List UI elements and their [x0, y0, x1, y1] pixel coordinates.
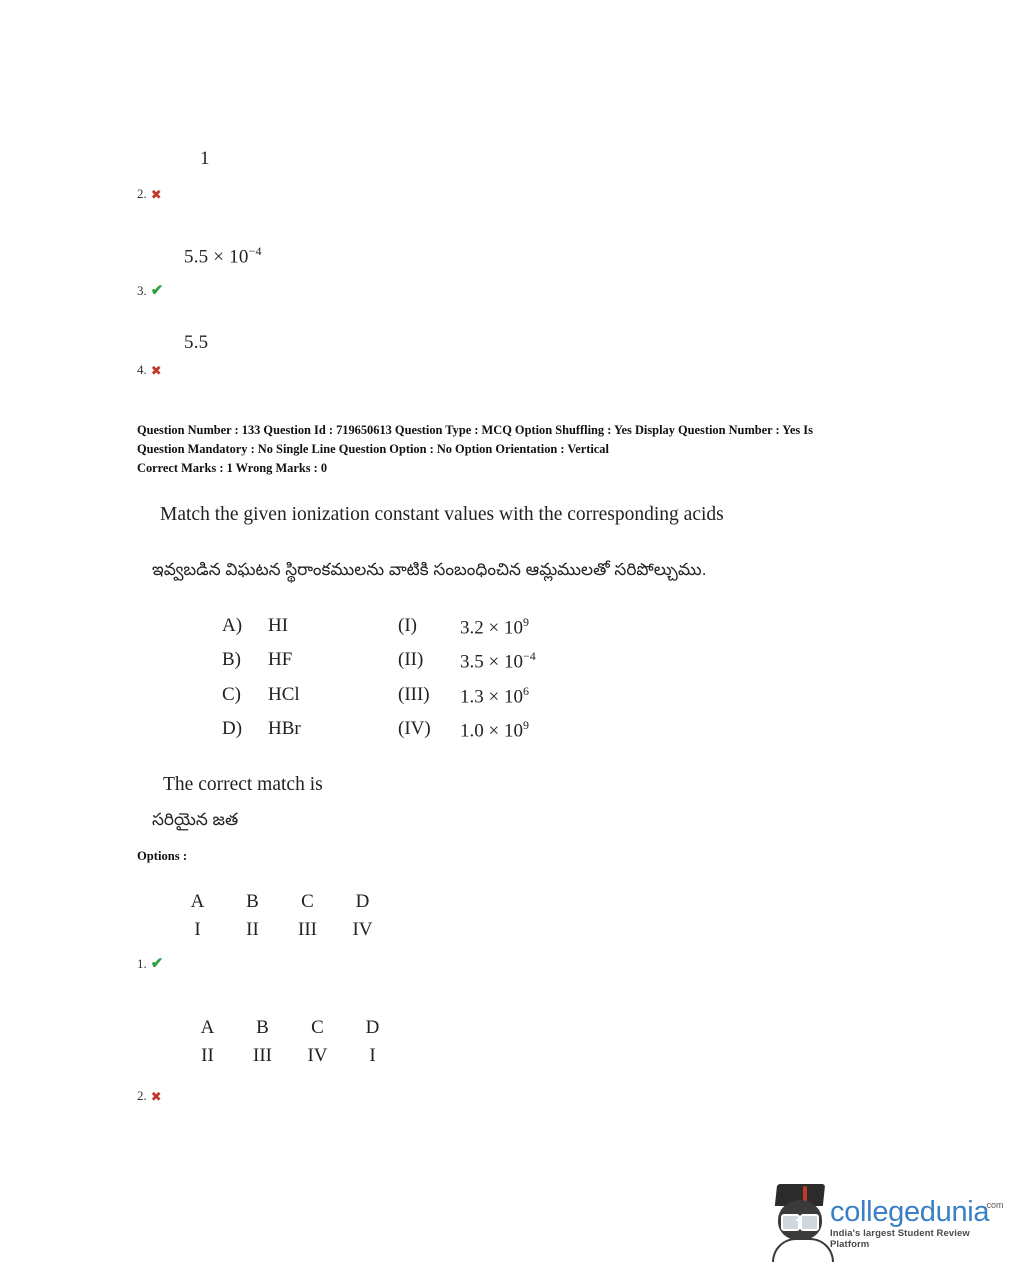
- table-row: [180, 1042, 400, 1070]
- match-value-i: [460, 610, 600, 644]
- answer1-value-d: IV: [352, 919, 373, 940]
- metadata-line-3: Correct Marks : 1 Wrong Marks : 0: [137, 461, 328, 476]
- watermark-tagline: India's largest Student Review Platform: [830, 1228, 970, 1250]
- match-label-b: B): [222, 649, 241, 671]
- answer-marker-2: [137, 1088, 162, 1104]
- match-value-ii-exp: −4: [522, 649, 536, 664]
- match-label-d: D): [222, 717, 243, 739]
- option-3-exponent: −4: [248, 244, 262, 258]
- table-row: [170, 916, 390, 944]
- table-row: [170, 888, 390, 916]
- glasses-bridge-icon: [796, 1219, 802, 1221]
- answer-number-2: 2.: [137, 1088, 147, 1103]
- option-marker-4: [137, 362, 162, 378]
- match-roman-iii: (III): [398, 683, 430, 705]
- wrong-icon: ✖: [150, 1088, 162, 1104]
- mascot-body-icon: [772, 1238, 834, 1262]
- match-value-iv-exp: 9: [522, 717, 529, 732]
- answer2-letter-a: A: [200, 1017, 215, 1038]
- option-number-2: 2.: [137, 186, 147, 201]
- match-value-i-base: 3.2 × 10: [460, 617, 523, 639]
- answer1-value-a: I: [194, 919, 201, 940]
- option-3-value: 5.5 × 10: [184, 246, 249, 268]
- table-row: [180, 1014, 400, 1042]
- answer2-letter-b: B: [256, 1017, 269, 1038]
- answer1-letter-c: C: [301, 891, 314, 912]
- answer-grid-2: [180, 1014, 400, 1070]
- match-value-ii: [460, 644, 600, 678]
- check-icon: ✔: [150, 955, 164, 972]
- watermark-brand-name: collegedunia: [830, 1196, 990, 1228]
- option-text-3: [184, 244, 262, 268]
- glasses-right-icon: [800, 1214, 819, 1231]
- match-acid-b: HF: [268, 649, 293, 671]
- question-text-telugu: ఇవ్వబడిన విఘటన స్థిరాంకములను వాటికి సంబంధించిన ఆమ్లములతో సరిపోల్చుము.: [152, 560, 707, 579]
- wrong-icon: ✖: [150, 362, 162, 378]
- match-value-iii-base: 1.3 × 10: [460, 685, 523, 707]
- match-value-iv-base: 1.0 × 10: [460, 720, 523, 742]
- answer2-value-a: II: [201, 1045, 214, 1066]
- option-number-4: 4.: [137, 362, 147, 377]
- match-value-ii-base: 3.5 × 10: [460, 651, 523, 673]
- match-value-iv: [460, 713, 600, 747]
- match-roman-i: (I): [398, 615, 417, 636]
- match-label-a: A): [222, 615, 243, 636]
- match-roman-iv: (IV): [398, 717, 431, 739]
- answer1-value-b: II: [246, 919, 259, 940]
- collegedunia-watermark: [770, 1178, 1010, 1258]
- metadata-line-1: Question Number : 133 Question Id : 719650613 Question Type : MCQ Option Shuffling : Yes Display Question Number : Yes Is: [137, 423, 813, 437]
- table-row: [222, 610, 600, 644]
- table-row: [222, 679, 600, 713]
- glasses-left-icon: [781, 1214, 800, 1231]
- answer2-value-b: III: [253, 1045, 272, 1066]
- match-acid-d: HBr: [268, 717, 301, 739]
- answer2-value-c: IV: [307, 1045, 328, 1066]
- answer2-letter-d: D: [365, 1017, 380, 1038]
- option-marker-3: [137, 283, 163, 299]
- option-marker-2: [137, 186, 162, 202]
- question-text-english: Match the given ionization constant values with the corresponding acids: [160, 504, 724, 525]
- match-roman-ii: (II): [398, 649, 424, 671]
- option-text-2: 1: [200, 148, 210, 169]
- metadata-line-2: Question Mandatory : No Single Line Question Option : No Option Orientation : Vertical: [137, 442, 609, 457]
- watermark-domain-suffix: .com: [984, 1200, 1004, 1210]
- question-metadata: [137, 421, 885, 479]
- wrong-icon: ✖: [150, 186, 162, 202]
- answer2-value-d: I: [369, 1045, 376, 1066]
- check-icon: ✔: [150, 282, 164, 299]
- prompt-english: The correct match is: [163, 774, 323, 795]
- option-text-4: 5.5: [184, 332, 209, 353]
- answer-grid-1: [170, 888, 390, 944]
- match-label-c: C): [222, 683, 241, 705]
- answer2-letter-c: C: [311, 1017, 324, 1038]
- match-value-iii-exp: 6: [522, 683, 529, 698]
- answer-number-1: 1.: [137, 956, 147, 971]
- prompt-telugu: సరియైన జత: [152, 810, 239, 829]
- table-row: [222, 644, 600, 678]
- match-acid-c: HCl: [268, 683, 300, 705]
- match-value-i-exp: 9: [522, 615, 529, 629]
- answer1-value-c: III: [298, 919, 317, 940]
- answer1-letter-a: A: [190, 891, 205, 912]
- option-number-3: 3.: [137, 283, 147, 298]
- answer1-letter-d: D: [355, 891, 370, 912]
- table-row: [222, 713, 600, 747]
- answer1-letter-b: B: [246, 891, 259, 912]
- answer-marker-1: [137, 956, 163, 972]
- match-acid-a: HI: [268, 615, 289, 636]
- match-value-iii: [460, 679, 600, 713]
- match-table: [222, 610, 600, 747]
- options-label: Options :: [137, 849, 188, 863]
